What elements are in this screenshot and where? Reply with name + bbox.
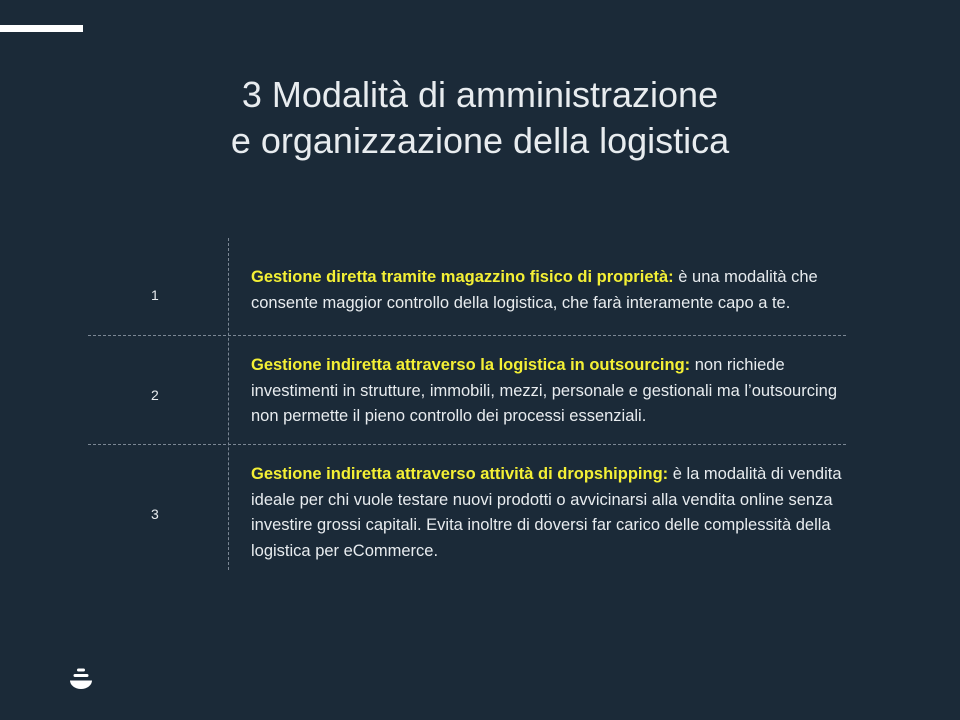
table-row — [88, 335, 848, 444]
table-row — [88, 444, 848, 570]
row-text: non richiede investimenti in strutture, immobili, mezzi, personale e gestionali ma l’outsourcing non permette il pieno controllo dei processi essenziali. — [251, 356, 837, 425]
row-description — [251, 265, 851, 316]
row-highlight: Gestione diretta tramite magazzino fisico di proprietà: — [251, 268, 674, 286]
row-text: è una modalità che consente maggior controllo della logistica, che farà interamente capo a te. — [251, 268, 818, 312]
row-description — [251, 462, 851, 564]
row-highlight: Gestione indiretta attraverso attività di dropshipping: — [251, 465, 669, 483]
page-title — [0, 72, 960, 164]
row-text: è la modalità di vendita ideale per chi vuole testare nuovi prodotti o avvicinarsi alla vendita online senza investire grossi capitali. Evita inoltre di doversi far carico delle complessità della logistica per eCommerce. — [251, 465, 842, 560]
row-description — [251, 353, 851, 430]
row-highlight: Gestione indiretta attraverso la logistica in outsourcing: — [251, 356, 691, 374]
table-row — [88, 238, 848, 335]
page-title-line-1: 3 Modalità di amministrazione — [241, 74, 719, 115]
page-title-line-2: e organizzazione della logistica — [230, 120, 730, 161]
stacked-bowl-logo-icon — [69, 667, 93, 691]
row-number: 2 — [151, 387, 159, 403]
row-number: 1 — [151, 287, 159, 303]
row-number: 3 — [151, 506, 159, 522]
decorative-top-bar — [0, 25, 83, 32]
